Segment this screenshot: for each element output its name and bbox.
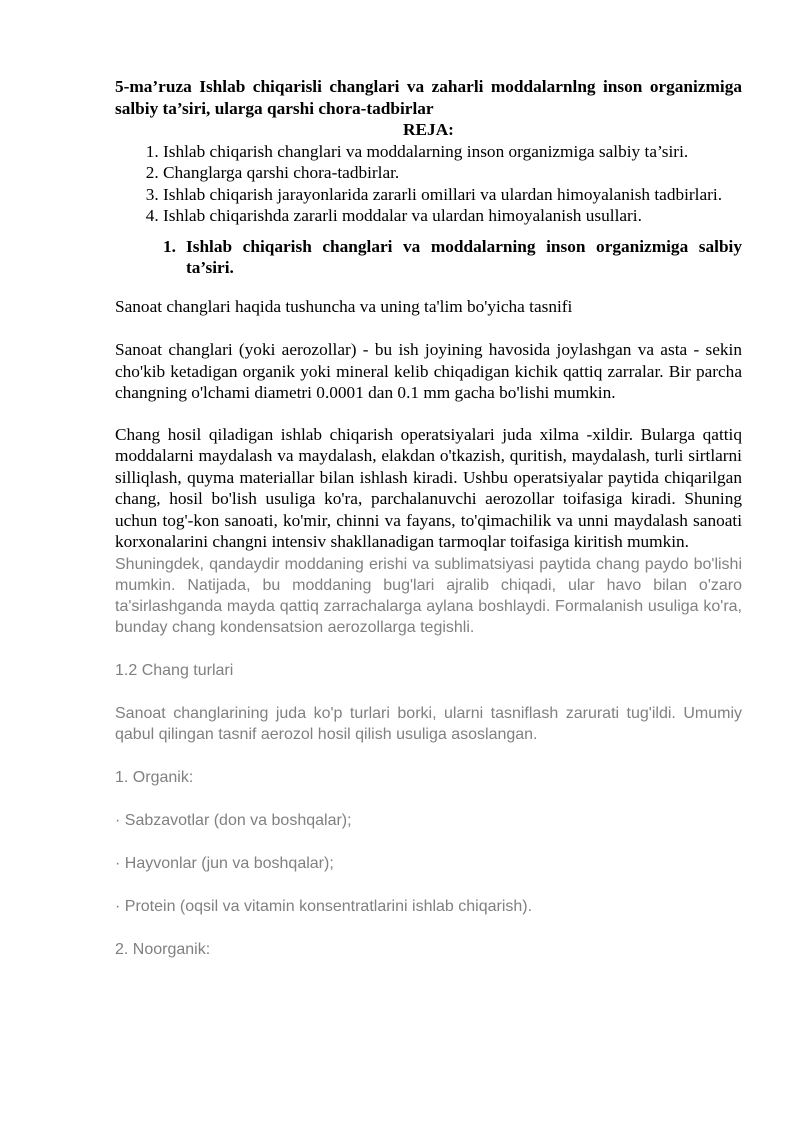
paragraph: Chang hosil qiladigan ishlab chiqarish operatsiyalari juda xilma -xildir. Bularga qattiq moddalarni maydalash va maydalash, elakdan o'tkazish, quritish, maydalash, turli sirtlarni silliqlash, quyma materiallar bilan ishlash kiradi. Ushbu operatsiyalar paytida chiqarilgan chang, hosil bo'lish usuliga ko'ra, parchalanuvchi aerozollar toifasiga kiradi. Shuning uchun tog'-kon sanoati, ko'mir, chinni va fayans, to'qimachilik va unni maydalash sanoati korxonalarini changni intensiv shakllanadigan tarmoqlar toifasiga kiritish mumkin.: [115, 424, 742, 551]
section-heading: [115, 236, 742, 279]
plan-item: 2. Changlarga qarshi chora-tadbirlar.: [163, 162, 742, 184]
plan-list: [115, 141, 742, 227]
paragraph: Sanoat changlari (yoki aerozollar) - bu ish joyining havosida joylashgan va asta - sekin cho'kib ketadigan organik yoki mineral kelib chiqadigan kichik qattiq zarralar. Bir parcha changning o'lchami diametri 0.0001 dan 0.1 mm gacha bo'lishi mumkin.: [115, 340, 742, 402]
plan-item: 1. Ishlab chiqarish changlari va moddalarning inson organizmiga salbiy ta’siri.: [163, 141, 742, 163]
section-number: 1.: [163, 236, 176, 256]
paragraph: Sanoat changlari haqida tushuncha va uning ta'lim bo'yicha tasnifi: [115, 296, 573, 316]
section-heading-text: Ishlab chiqarish changlari va moddalarning inson organizmiga salbiy ta’siri.: [186, 236, 742, 277]
grey-paragraph: Shuningdek, qandaydir moddaning erishi va sublimatsiyasi paytida chang paydo bo'lishi mumkin. Natijada, bu moddaning bug'lari ajralib chiqadi, ular havo bilan o'zaro ta'sirlashganda mayda qattiq zarrachalarga aylana boshlaydi. Formalanish usuliga ko'ra, bunday chang kondensatsion aerozollarga tegishli.: [115, 555, 742, 636]
plan-item: 3. Ishlab chiqarish jarayonlarida zararli omillari va ulardan himoyalanish tadbirlari.: [163, 184, 742, 206]
list-item: · Protein (oqsil va vitamin konsentratlarini ishlab chiqarish).: [115, 897, 533, 915]
subsection-heading: 1.2 Chang turlari: [115, 661, 234, 679]
list-item: · Sabzavotlar (don va boshqalar);: [115, 811, 352, 829]
document-page: [115, 76, 742, 960]
plan-item: 4. Ishlab chiqarishda zararli moddalar va ulardan himoyalanish usullari.: [163, 205, 742, 227]
list-item: · Hayvonlar (jun va boshqalar);: [115, 854, 334, 872]
list-item: 2. Noorganik:: [115, 940, 211, 958]
grey-paragraph: Sanoat changlarining juda ko'p turlari borki, ularni tasniflash zarurati tug'ildi. Umumiy qabul qilingan tasnif aerozol hosil qilish usuliga asoslangan.: [115, 704, 742, 743]
plan-heading: REJA:: [403, 120, 454, 139]
list-item: 1. Organik:: [115, 768, 194, 786]
lecture-title: 5-ma’ruza Ishlab chiqarisli changlari va zaharli moddalarnlng inson organizmiga salbiy ta’siri, ularga qarshi chora-tadbirlar: [115, 77, 742, 118]
